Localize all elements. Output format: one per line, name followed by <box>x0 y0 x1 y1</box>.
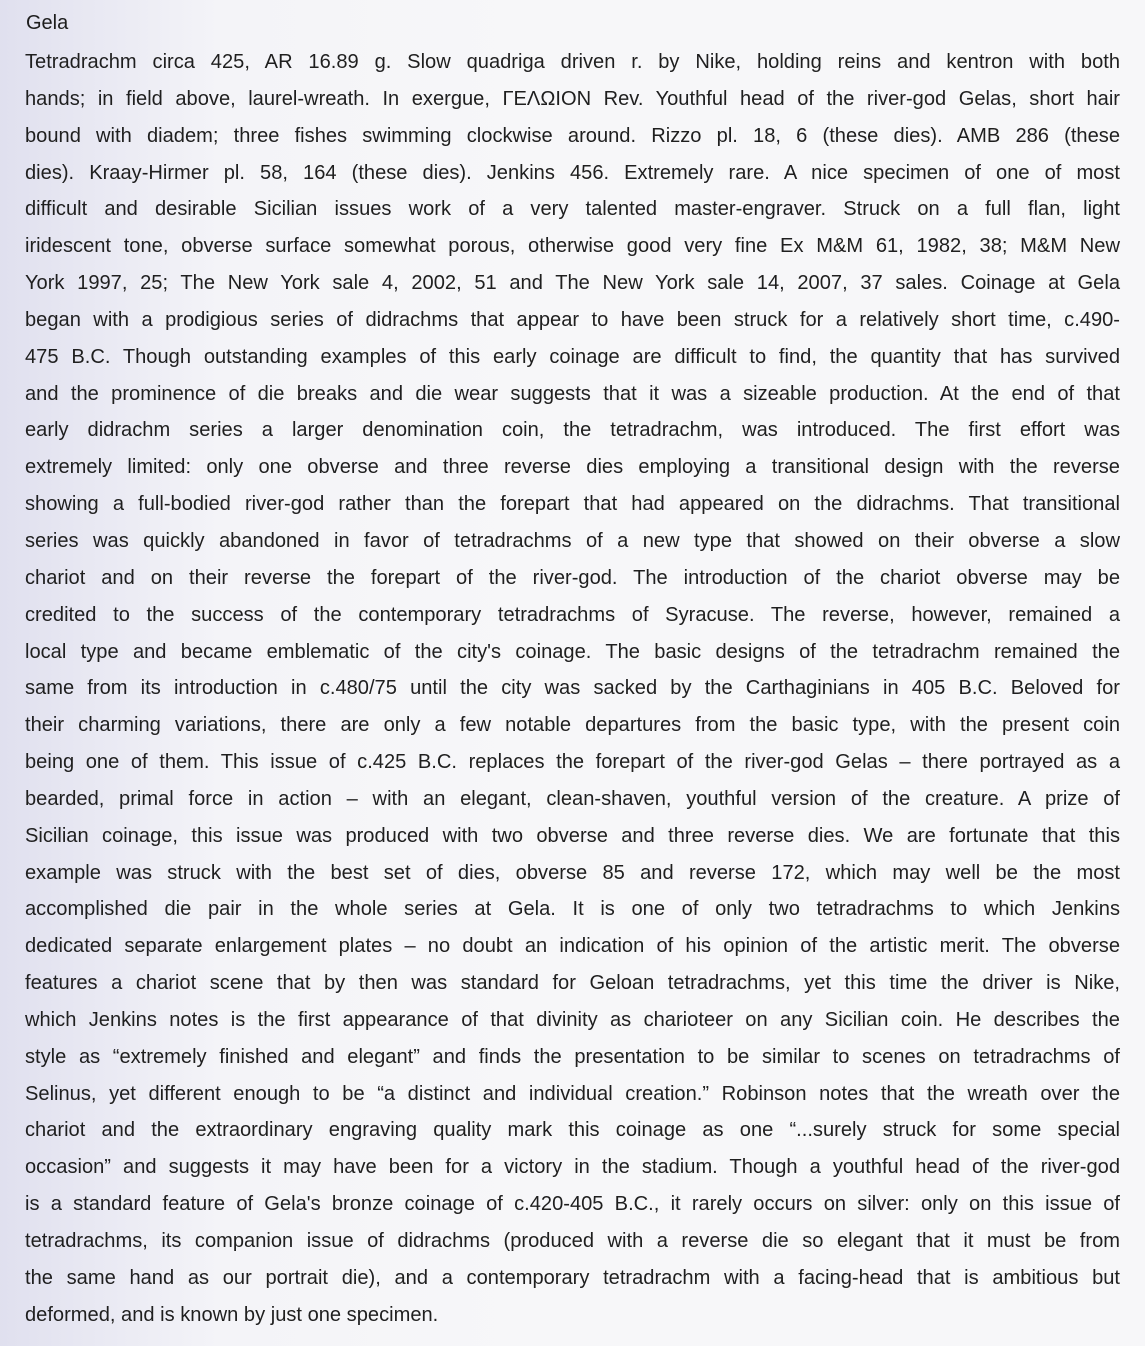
text-line: Sicilian coinage, this issue was produced with two obverse and three reverse dies. We are fortunate that this <box>25 824 1120 847</box>
text-line: Tetradrachm circa 425, AR 16.89 g. Slow quadriga driven r. by Nike, holding reins and kentron with both <box>25 51 1120 73</box>
text-line: bound with diadem; three fishes swimming clockwise around. Rizzo pl. 18, 6 (these dies). AMB 286 (these <box>25 124 1120 147</box>
text-line: local type and became emblematic of the city's coinage. The basic designs of the tetradrachm remained the <box>25 640 1120 663</box>
text-line: is a standard feature of Gela's bronze coinage of c.420-405 B.C., it rarely occurs on silver: only on this issue of <box>25 1193 1120 1216</box>
text-line: showing a full-bodied river-god rather than the forepart that had appeared on the didrachms. That transitional <box>25 493 1120 516</box>
text-line: early didrachm series a larger denomination coin, the tetradrachm, was introduced. The first effort was <box>25 419 1120 442</box>
text-line: being one of them. This issue of c.425 B.C. replaces the forepart of the river-god Gelas – there portrayed as a <box>25 751 1120 774</box>
text-line: iridescent tone, obverse surface somewhat porous, otherwise good very fine Ex M&M 61, 1982, 38; M&M New <box>25 235 1120 258</box>
text-line: which Jenkins notes is the first appearance of that divinity as charioteer on any Sicilian coin. He describes the <box>25 1008 1120 1031</box>
text-line: Selinus, yet different enough to be “a distinct and individual creation.” Robinson notes that the wreath over the <box>25 1082 1120 1105</box>
text-line: chariot and on their reverse the forepart of the river-god. The introduction of the chariot obverse may be <box>25 566 1120 589</box>
text-line: series was quickly abandoned in favor of tetradrachms of a new type that showed on their obverse a slow <box>25 529 1120 552</box>
text-line: extremely limited: only one obverse and three reverse dies employing a transitional design with the reverse <box>25 456 1120 479</box>
text-line: example was struck with the best set of dies, obverse 85 and reverse 172, which may well be the most <box>25 861 1120 884</box>
text-line: same from its introduction in c.480/75 until the city was sacked by the Carthaginians in 405 B.C. Beloved for <box>25 677 1120 700</box>
text-line: features a chariot scene that by then was standard for Geloan tetradrachms, yet this time the driver is Nike, <box>25 972 1120 995</box>
text-line: 475 B.C. Though outstanding examples of this early coinage are difficult to find, the quantity that has survived <box>25 345 1120 368</box>
text-line: dies). Kraay-Hirmer pl. 58, 164 (these dies). Jenkins 456. Extremely rare. A nice specimen of one of most <box>25 161 1120 184</box>
text-line: began with a prodigious series of didrachms that appear to have been struck for a relatively short time, c.490- <box>25 308 1120 331</box>
text-line: their charming variations, there are only a few notable departures from the basic type, with the present coin <box>25 714 1120 737</box>
text-line: dedicated separate enlargement plates – no doubt an indication of his opinion of the artistic merit. The obverse <box>25 935 1120 958</box>
text-line: bearded, primal force in action – with an elegant, clean-shaven, youthful version of the creature. A prize of <box>25 787 1120 810</box>
text-line: style as “extremely finished and elegant” and finds the presentation to be similar to scenes on tetradrachms of <box>25 1045 1120 1068</box>
page-heading: Gela <box>26 12 69 34</box>
text-line: York 1997, 25; The New York sale 4, 2002, 51 and The New York sale 14, 2007, 37 sales. Coinage at Gela <box>25 272 1120 295</box>
text-line: hands; in field above, laurel-wreath. In exergue, ΓΕΛΩΙΟΝ Rev. Youthful head of the river-god Gelas, short hair <box>25 87 1120 110</box>
text-line: and the prominence of die breaks and die wear suggests that it was a sizeable production. At the end of that <box>25 382 1120 405</box>
text-line: deformed, and is known by just one specimen. <box>25 1303 439 1326</box>
text-line: accomplished die pair in the whole series at Gela. It is one of only two tetradrachms to which Jenkins <box>25 898 1120 921</box>
text-line: occasion” and suggests it may have been for a victory in the stadium. Though a youthful head of the river-god <box>25 1156 1120 1179</box>
text-line: difficult and desirable Sicilian issues work of a very talented master-engraver. Struck on a full flan, light <box>25 198 1120 221</box>
text-line: tetradrachms, its companion issue of didrachms (produced with a reverse die so elegant that it must be from <box>25 1230 1120 1252</box>
text-line: chariot and the extraordinary engraving quality mark this coinage as one “...surely struck for some special <box>25 1119 1120 1142</box>
text-line: the same hand as our portrait die), and a contemporary tetradrachm with a facing-head that is ambitious but <box>25 1266 1120 1289</box>
catalog-description <box>25 44 1120 1334</box>
text-line: credited to the success of the contemporary tetradrachms of Syracuse. The reverse, however, remained a <box>25 603 1120 626</box>
